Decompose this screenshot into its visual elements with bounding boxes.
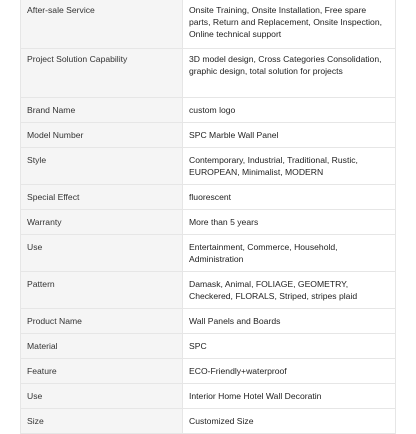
- spec-label: Size: [21, 409, 183, 434]
- spec-value: fluorescent: [183, 185, 396, 210]
- spec-row-style: [21, 148, 396, 185]
- spec-value: Entertainment, Commerce, Household, Administration: [183, 235, 396, 272]
- spec-value: SPC Marble Wall Panel: [183, 123, 396, 148]
- spec-label: Pattern: [21, 272, 183, 309]
- spec-value: More than 5 years: [183, 210, 396, 235]
- spec-label: Brand Name: [21, 98, 183, 123]
- spec-label: Model Number: [21, 123, 183, 148]
- spec-row-use-interior: [21, 384, 396, 409]
- spec-value: custom logo: [183, 98, 396, 123]
- spec-label: Use: [21, 384, 183, 409]
- spec-label: Project Solution Capability: [21, 49, 183, 98]
- spec-row-material: [21, 334, 396, 359]
- spec-row-warranty: [21, 210, 396, 235]
- spec-label: Feature: [21, 359, 183, 384]
- spec-row-product-name: [21, 309, 396, 334]
- spec-value: Customized Size: [183, 409, 396, 434]
- spec-value: Contemporary, Industrial, Traditional, Rustic, EUROPEAN, Minimalist, MODERN: [183, 148, 396, 185]
- spec-label: Warranty: [21, 210, 183, 235]
- spec-value: ECO-Friendly+waterproof: [183, 359, 396, 384]
- spec-label: Style: [21, 148, 183, 185]
- spec-row-pattern: [21, 272, 396, 309]
- spec-row-size: [21, 409, 396, 434]
- spec-row-model-number: [21, 123, 396, 148]
- spec-value: SPC: [183, 334, 396, 359]
- spec-label: Use: [21, 235, 183, 272]
- spec-value: Onsite Training, Onsite Installation, Free spare parts, Return and Replacement, Onsite Inspection, Online technical support: [183, 0, 396, 49]
- spec-row-project-solution-capability: [21, 49, 396, 98]
- spec-row-brand-name: [21, 98, 396, 123]
- spec-row-special-effect: [21, 185, 396, 210]
- spec-row-use: [21, 235, 396, 272]
- spec-value: Wall Panels and Boards: [183, 309, 396, 334]
- product-spec-table: [20, 0, 396, 434]
- spec-label: Product Name: [21, 309, 183, 334]
- spec-value: Damask, Animal, FOLIAGE, GEOMETRY, Checkered, FLORALS, Striped, stripes plaid: [183, 272, 396, 309]
- spec-label: Special Effect: [21, 185, 183, 210]
- spec-label: After-sale Service: [21, 0, 183, 49]
- spec-value: 3D model design, Cross Categories Consolidation, graphic design, total solution for projects: [183, 49, 396, 98]
- spec-label: Material: [21, 334, 183, 359]
- spec-row-feature: [21, 359, 396, 384]
- spec-row-after-sale-service: [21, 0, 396, 49]
- spec-value: Interior Home Hotel Wall Decoratin: [183, 384, 396, 409]
